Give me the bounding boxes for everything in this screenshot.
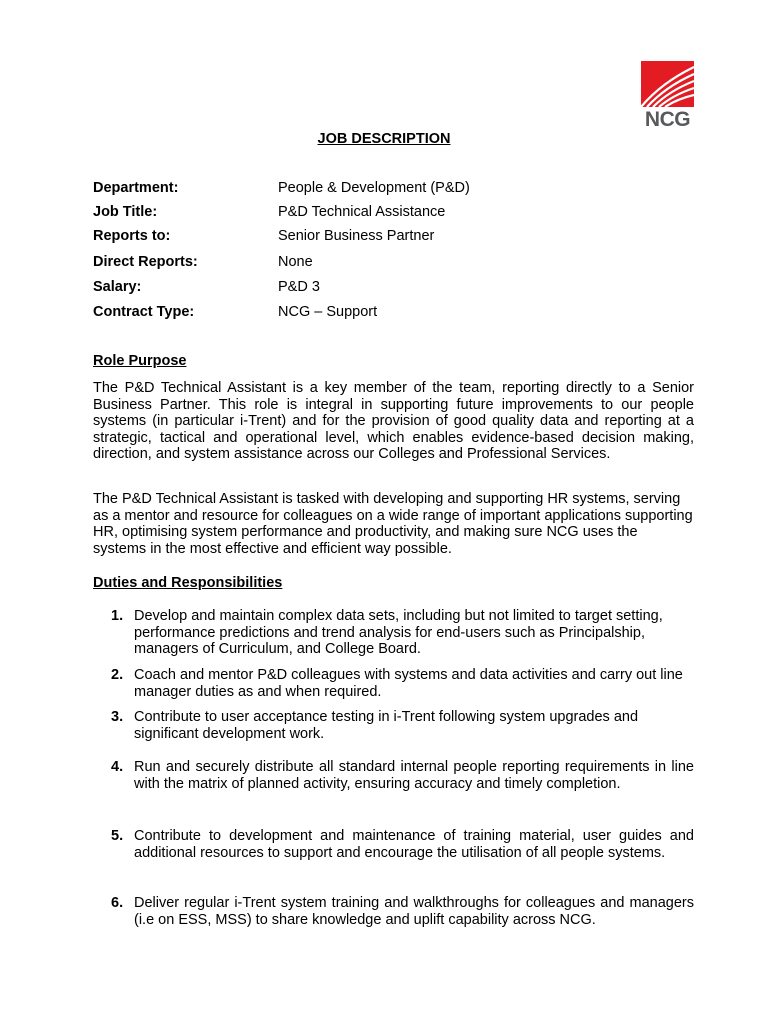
duty-number: 6. — [111, 895, 124, 911]
duty-item-6 — [111, 895, 694, 928]
ncg-logo-mark — [641, 61, 694, 107]
field-label: Reports to: — [93, 228, 171, 244]
duty-number: 1. — [111, 608, 124, 624]
duty-text: Contribute to user acceptance testing in i-Trent following system upgrades and significant development work. — [134, 709, 639, 742]
duty-item-1 — [111, 608, 694, 658]
duty-text: Run and securely distribute all standard internal people reporting requirements in line with the matrix of planned activity, ensuring accuracy and timely completion. — [134, 759, 694, 792]
field-label: Salary: — [93, 279, 142, 295]
duty-item-4 — [111, 759, 694, 792]
duty-number: 4. — [111, 759, 124, 775]
duty-text: Develop and maintain complex data sets, including but not limited to target setting, performance predictions and trend analysis for end-users such as Principalship, managers of Curriculum, and College Board. — [134, 608, 663, 658]
duties-heading: Duties and Responsibilities — [93, 575, 283, 591]
ncg-logo — [641, 61, 694, 131]
duty-text: Coach and mentor P&D colleagues with systems and data activities and carry out line manager duties as and when required. — [134, 667, 683, 700]
field-value: NCG – Support — [278, 304, 378, 320]
logo-text: NCG — [644, 108, 691, 131]
duty-text: Contribute to development and maintenance of training material, user guides and additional resources to support and encourage the utilisation of all people systems. — [134, 828, 694, 861]
duty-number: 5. — [111, 828, 124, 844]
field-label: Contract Type: — [93, 304, 195, 320]
duty-item-5 — [111, 828, 694, 861]
role-purpose-paragraph-1: The P&D Technical Assistant is a key member of the team, reporting directly to a Senior Business Partner. This role is integral in supporting future improvements to our people systems (in particular i-Trent) and for the provision of good quality data and reporting at a strategic, tactical and operational level, which enables evidence-based decision making, direction, and system assistance across our Colleges and Professional Services. — [93, 380, 694, 463]
field-value: P&D 3 — [278, 279, 320, 295]
role-purpose-heading: Role Purpose — [93, 353, 187, 369]
field-value: Senior Business Partner — [278, 228, 435, 244]
field-value: None — [278, 254, 313, 270]
field-value: People & Development (P&D) — [278, 180, 470, 196]
duty-number: 3. — [111, 709, 124, 725]
field-label: Job Title: — [93, 204, 158, 220]
duty-text: Deliver regular i-Trent system training and walkthroughs for colleagues and managers (i.e on ESS, MSS) to share knowledge and uplift capability across NCG. — [134, 895, 694, 928]
field-label: Direct Reports: — [93, 254, 198, 270]
field-label: Department: — [93, 180, 179, 196]
page-title: JOB DESCRIPTION — [317, 131, 451, 147]
duty-item-3 — [111, 709, 694, 742]
duty-item-2 — [111, 667, 694, 700]
duty-number: 2. — [111, 667, 124, 683]
role-purpose-paragraph-2: The P&D Technical Assistant is tasked with developing and supporting HR systems, serving as a mentor and resource for colleagues on a wide range of important applications supporting HR, optimising system performance and productivity, and making sure NCG uses the systems in the most effective and efficient way possible. — [93, 491, 693, 557]
field-value: P&D Technical Assistance — [278, 204, 446, 220]
